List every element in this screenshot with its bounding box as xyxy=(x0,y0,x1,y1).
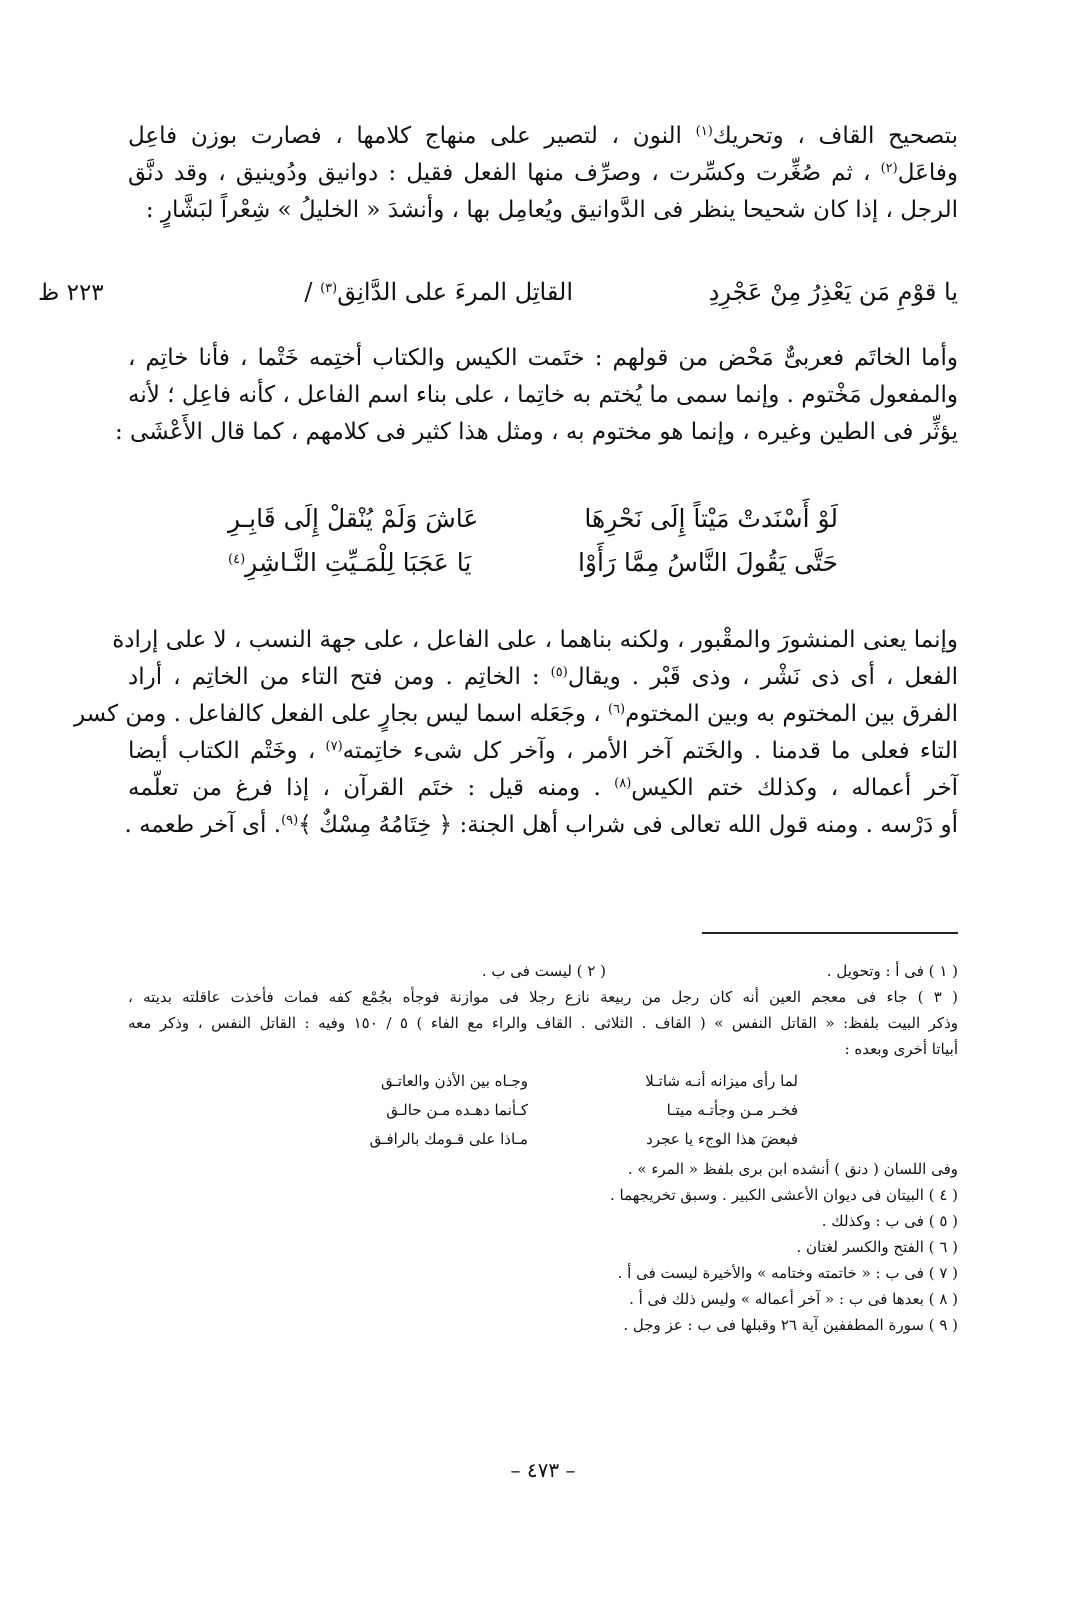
text-line: وإنما يعنى المنشورَ والمقْبور ، ولكنه بناهما ، على الفاعل ، على جهة النسب ، لا على إرادة xyxy=(112,627,958,653)
text-line: وفاعَل$^{(٢)}$ ، ثم صُغِّرت وكسِّرت ، وصرِّف منها الفعل فقيل : دوانيق ودُوينيق ، وقد دنَّق xyxy=(128,160,958,186)
text-line: أو دَرْسه . ومنه قول الله تعالى فى شراب أهل الجنة: ﴿ خِتَامُهُ مِسْكٌ ﴾$^{(٩)}$. أى آخر طعمه . xyxy=(124,812,958,838)
footnote-divider xyxy=(702,932,958,934)
text-line: آخر أعماله ، وكذلك ختم الكيس$^{(٨)}$ . ومنه قيل : ختَم القرآن ، إذا فرغ من تعلّمه xyxy=(128,775,958,801)
footnote-verse-row: لما رأى ميزانه أنـه شاتـلا وجـاه بين الأذن والعاتـق xyxy=(380,1072,798,1090)
text-line: الرجل ، إذا كان شحيحا ينظر فى الدَّوانيق ويُعامِل بها ، وأنشدَ « الخليلُ » شِعْراً لبَشَّارٍ : xyxy=(145,197,958,223)
couplet-row xyxy=(228,504,838,548)
page-number: – ٤٧٣ – xyxy=(510,1458,576,1482)
footnote-verses xyxy=(278,1068,798,1156)
verse-hemistich-2: القاتِل المرءَ على الدَّانِق$^{(٣)}$ / xyxy=(304,278,573,306)
text-line: التاء فعلى ما قدمنا . والخَتم آخر الأمر ، وآخر كل شىء خاتِمته$^{(٧)}$ ، وخَتْم الكتاب أيضا xyxy=(128,738,958,764)
text-line: بتصحيح القاف ، وتحريك$^{(١)}$ النون ، لتصير على منهاج كلامها ، فصارت بوزن فاعِل xyxy=(128,123,958,149)
footnote-3: ( ٣ ) جاء فى معجم العين أنه كان رجل من ربيعة نازع رجلا فى موازنة فوجأه بجُمْع كفه فمات فأخذت عاقلته بديته ، xyxy=(128,988,958,1006)
verse-hemistich-2: يَا عَجَبَا لِلْمَـيِّتِ النَّـاشِرِ$^{(٤)}$ xyxy=(228,548,472,577)
verse-hemistich-2: عَاشَ وَلَمْ يُنْقلْ إِلَى قَابِـرِ xyxy=(228,504,479,533)
text-line: الفرق بين المختوم به وبين المختوم$^{(٦)}$ ، وجَعَله اسما ليس بجارٍ على الفعل كالفاعل . ومن كسر xyxy=(73,701,958,727)
footnote-ref: (٤) xyxy=(228,552,246,567)
couplet-row xyxy=(228,548,838,592)
footnote-3-cont: وذكر البيت بلفظ: « القاتل النفس » ( القاف . الثلاثى . القاف والراء مع الفاء ) ٥ / ١٥٠ وفيه : القاتل النفس ، وذكر معه xyxy=(128,1014,958,1032)
footnote-ref: (٦) xyxy=(607,702,626,717)
footnote-ref: (٩) xyxy=(281,813,299,828)
footnote-ref: (٣) xyxy=(320,281,338,296)
poem-couplet xyxy=(228,504,838,592)
footnote-4: ( ٤ ) البيتان فى ديوان الأعشى الكبير . وسبق تخريجهما . xyxy=(609,1186,958,1204)
paragraph-2 xyxy=(114,340,958,451)
text-line: يؤثِّر فى الطين وغيره ، وإنما هو مختوم به ، ومثل هذا كثير فى كلامهم ، كما قال الأَعْشَى : xyxy=(114,419,958,445)
footnote-ref: (١) xyxy=(695,124,713,139)
footnote-ref: (٥) xyxy=(550,665,568,680)
footnote-7: ( ٧ ) فى ب : « خاتمته وختامه » والأخيرة ليست فى أ . xyxy=(617,1264,958,1282)
footnote-verse-row: فبعضَ هذا الوجء يا عجرد مـاذا على قـومك بالرافـق xyxy=(369,1130,798,1148)
footnote-3-cont: أبياتا أخرى وبعده : xyxy=(844,1040,958,1058)
text-line: والمفعول مَخْتوم . وإنما سمى ما يُختم به خاتِما ، على بناء اسم الفاعل ، كأنه فاعِل ؛ لأنه xyxy=(128,382,958,408)
paragraph-1 xyxy=(128,118,958,229)
verse-hemistich-1: يا قوْمِ مَن يَعْذِرُ مِنْ عَجْرِدِ xyxy=(708,278,958,306)
folio-marker: ٢٢٣ ظ xyxy=(38,280,104,306)
text-line: الفعل ، أى ذى نَشْر ، وذى قَبْر . ويقال$^{(٥)}$ : الخاتِم . ومن فتح التاء من الخاتِم ، أراد xyxy=(128,664,958,690)
footnote-2: ( ٢ ) ليست فى ب . xyxy=(481,962,606,980)
footnote-row xyxy=(128,958,958,984)
footnote-ref: (٢) xyxy=(880,161,898,176)
paragraph-3 xyxy=(73,622,958,844)
footnote-ref: (٧) xyxy=(325,739,343,754)
footnote-ref: (٨) xyxy=(614,776,632,791)
verse-hemistich-1: لَوْ أَسْنَدتْ مَيْتاً إِلَى نَحْرِهَا xyxy=(584,504,838,533)
footnotes xyxy=(128,958,958,1338)
text-line: وأما الخاتَم فعربىٌّ مَحْض من قولهم : ختَمت الكيس والكتاب أختِمه خَتْما ، فأنا خاتِم ، xyxy=(128,345,958,371)
footnote-5: ( ٥ ) فى ب : وكذلك . xyxy=(821,1212,958,1230)
footnote-1: ( ١ ) فى أ : وتحويل . xyxy=(826,962,958,980)
verse-hemistich-1: حَتَّى يَقُولَ النَّاسُ مِمَّا رَأَوْا xyxy=(577,548,838,577)
footnote-verse-row: فخـر مـن وجأتـه ميتـا كـأنما دهـده مـن حالـق xyxy=(386,1101,798,1119)
footnote-3-cont: وفى اللسان ( دنق ) أنشده ابن برى بلفظ « المرء » . xyxy=(627,1160,958,1178)
footnote-9: ( ٩ ) سورة المطففين آية ٢٦ وقبلها فى ب : عز وجل . xyxy=(623,1316,958,1334)
footnote-6: ( ٦ ) الفتح والكسر لغتان . xyxy=(796,1238,958,1256)
footnote-8: ( ٨ ) بعدها فى ب : « آخر أعماله » وليس ذلك فى أ . xyxy=(629,1290,958,1308)
